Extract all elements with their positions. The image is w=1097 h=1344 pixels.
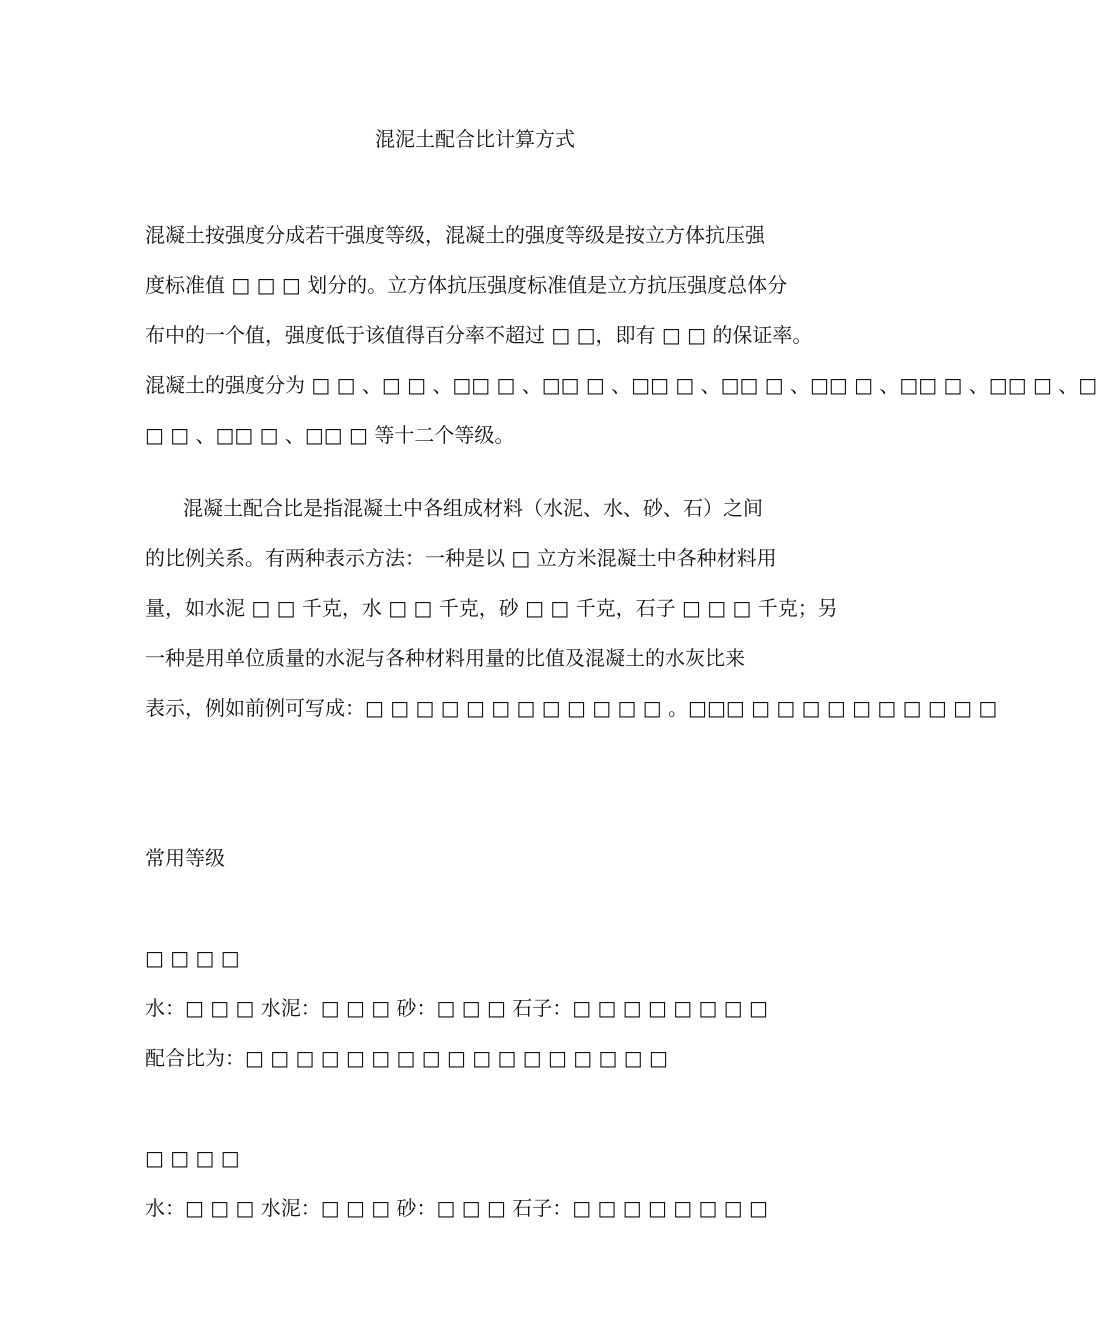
paragraph-2-line-2: 的比例关系。有两种表示方法：一种是以 □ 立方米混凝土中各种材料用 xyxy=(145,546,777,570)
mix-ratio: 配合比为：□ □ □ □ □ □ □ □ □ □ □ □ □ □ □ □ □ xyxy=(145,1046,668,1070)
material-quantities: 水：□ □ □ 水泥：□ □ □ 砂：□ □ □ 石子：□ □ □ □ □ □ □ □ xyxy=(145,996,768,1020)
grade-label: □ □ □ □ xyxy=(145,946,240,970)
paragraph-1-line-2: 度标准值 □ □ □ 划分的。立方体抗压强度标准值是立方抗压强度总体分 xyxy=(145,273,788,297)
paragraph-1-line-3: 布中的一个值，强度低于该值得百分率不超过 □ □，即有 □ □ 的保证率。 xyxy=(145,323,813,347)
paragraph-2-line-4: 一种是用单位质量的水泥与各种材料用量的比值及混凝土的水灰比来 xyxy=(145,646,745,670)
paragraph-1-line-5: □ □ 、□□ □ 、□□ □ 等十二个等级。 xyxy=(145,423,515,447)
document-title: 混泥土配合比计算方式 xyxy=(375,127,575,151)
paragraph-1-line-4: 混凝土的强度分为 □ □ 、□ □ 、□□ □ 、□□ □ 、□□ □ 、□□ □ 、□□ □ 、□□ □ 、□□ □ 、□ xyxy=(145,373,1097,397)
grade-label: □ □ □ □ xyxy=(145,1146,240,1170)
paragraph-1-line-1: 混凝土按强度分成若干强度等级，混凝土的强度等级是按立方体抗压强 xyxy=(145,223,765,247)
paragraph-2-line-5: 表示，例如前例可写成：□ □ □ □ □ □ □ □ □ □ □ □ 。□□□ □ □ □ □ □ □ □ □ □ □ xyxy=(145,696,998,720)
material-quantities: 水：□ □ □ 水泥：□ □ □ 砂：□ □ □ 石子：□ □ □ □ □ □ □ □ xyxy=(145,1196,768,1220)
paragraph-2-line-3: 量，如水泥 □ □ 千克，水 □ □ 千克，砂 □ □ 千克，石子 □ □ □ 千克；另 xyxy=(145,596,838,620)
paragraph-2-line-1: 混凝土配合比是指混凝土中各组成材料（水泥、水、砂、石）之间 xyxy=(183,496,763,520)
section-heading: 常用等级 xyxy=(145,846,225,870)
